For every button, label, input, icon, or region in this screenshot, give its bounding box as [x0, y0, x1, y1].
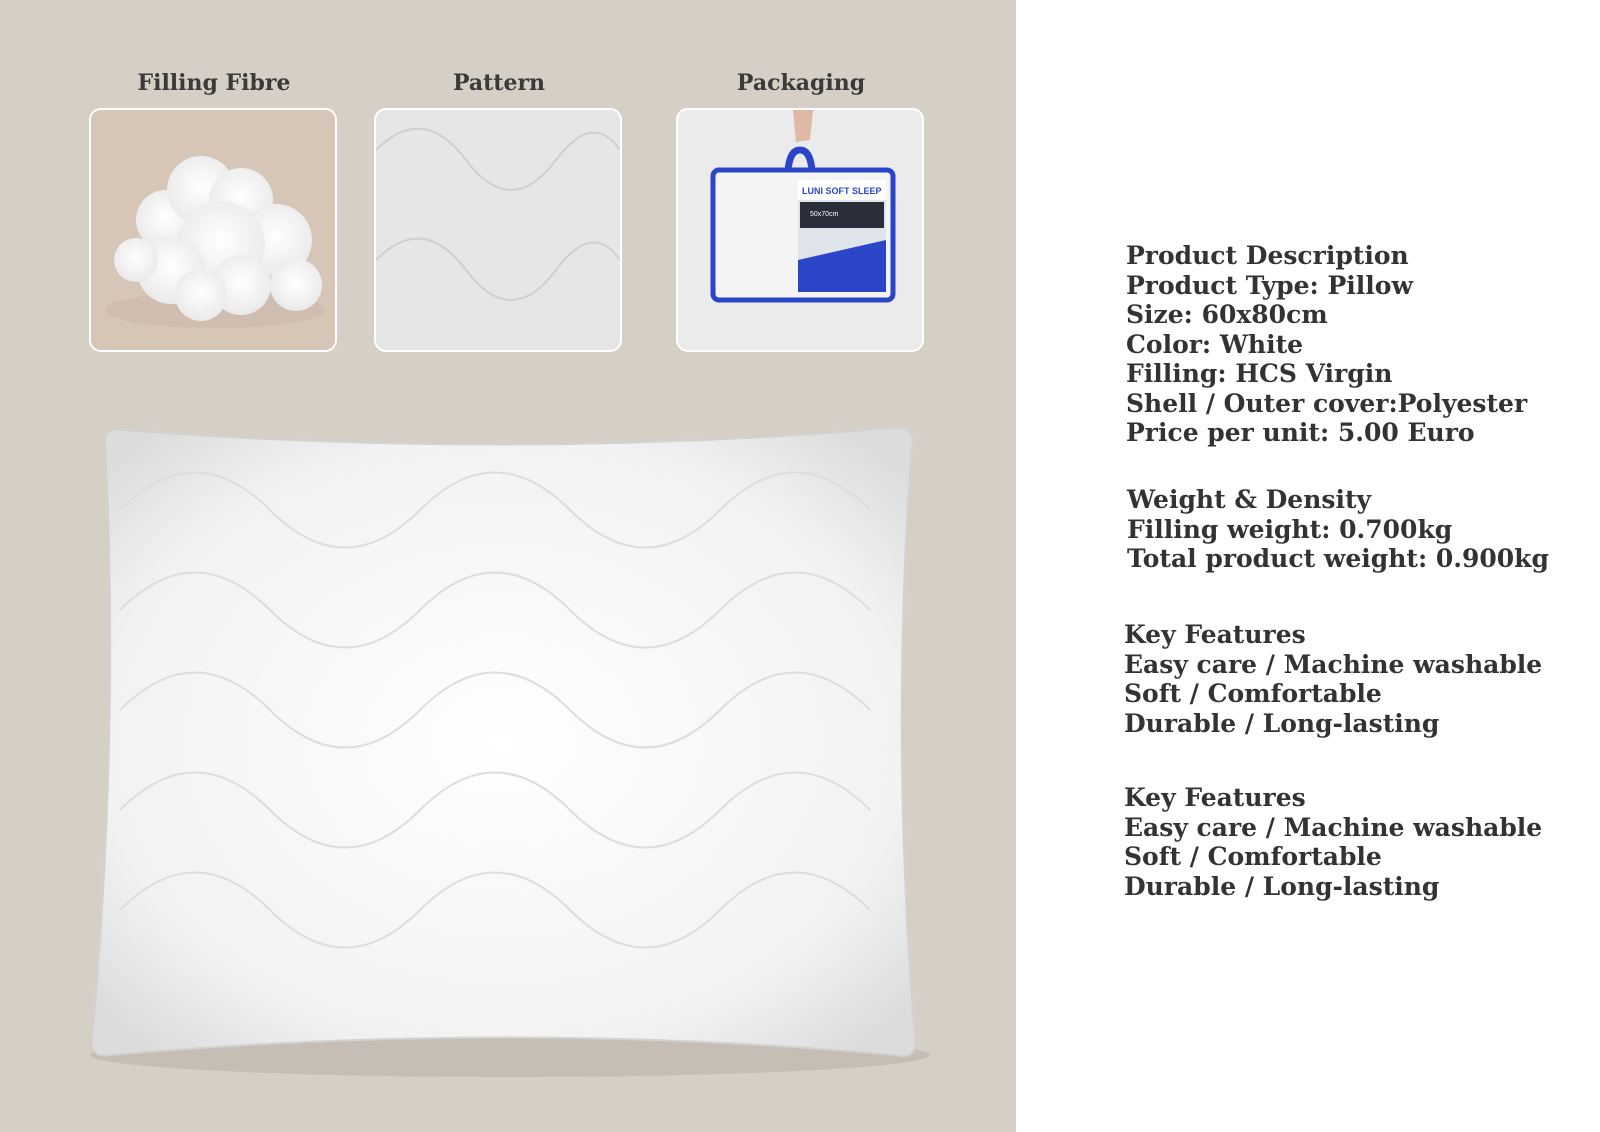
pillow-image [60, 400, 960, 1100]
product-description-section [1126, 241, 1527, 448]
key-features-section-2 [1124, 783, 1542, 901]
pattern-image [374, 108, 622, 352]
product-filling: Filling: HCS Virgin [1126, 359, 1393, 388]
key-features-heading: Key Features [1124, 620, 1306, 649]
filling-fibre-label: Filling Fibre [137, 70, 291, 96]
feature-item: Soft / Comfortable [1124, 842, 1382, 871]
feature-item: Durable / Long-lasting [1124, 708, 1440, 738]
feature-item: Easy care / Machine washable [1124, 812, 1543, 842]
packaging-label: Packaging [736, 70, 866, 96]
product-type: Product Type: Pillow [1126, 270, 1413, 300]
bag-size-text: 50x70cm [810, 211, 839, 218]
feature-item: Soft / Comfortable [1124, 679, 1382, 708]
total-weight: Total product weight: 0.900kg [1127, 544, 1549, 573]
spec-panel [1016, 0, 1600, 1132]
product-description-heading: Product Description [1126, 241, 1409, 270]
key-features-heading: Key Features [1124, 783, 1306, 812]
product-shell: Shell / Outer cover:Polyester [1126, 388, 1528, 418]
feature-item: Easy care / Machine washable [1124, 649, 1543, 679]
product-price: Price per unit: 5.00 Euro [1126, 418, 1475, 447]
weight-density-section [1127, 485, 1549, 574]
packaging-image [676, 108, 924, 352]
pattern-label: Pattern [452, 70, 546, 96]
weight-density-heading: Weight & Density [1127, 485, 1372, 514]
product-color: Color: White [1126, 329, 1304, 359]
filling-fibre-image [89, 108, 337, 352]
bag-brand-text: LUNI SOFT SLEEP [802, 186, 882, 196]
feature-item: Durable / Long-lasting [1124, 871, 1440, 901]
product-size: Size: 60x80cm [1126, 300, 1328, 329]
filling-weight: Filling weight: 0.700kg [1127, 514, 1453, 544]
key-features-section-1 [1124, 620, 1542, 738]
